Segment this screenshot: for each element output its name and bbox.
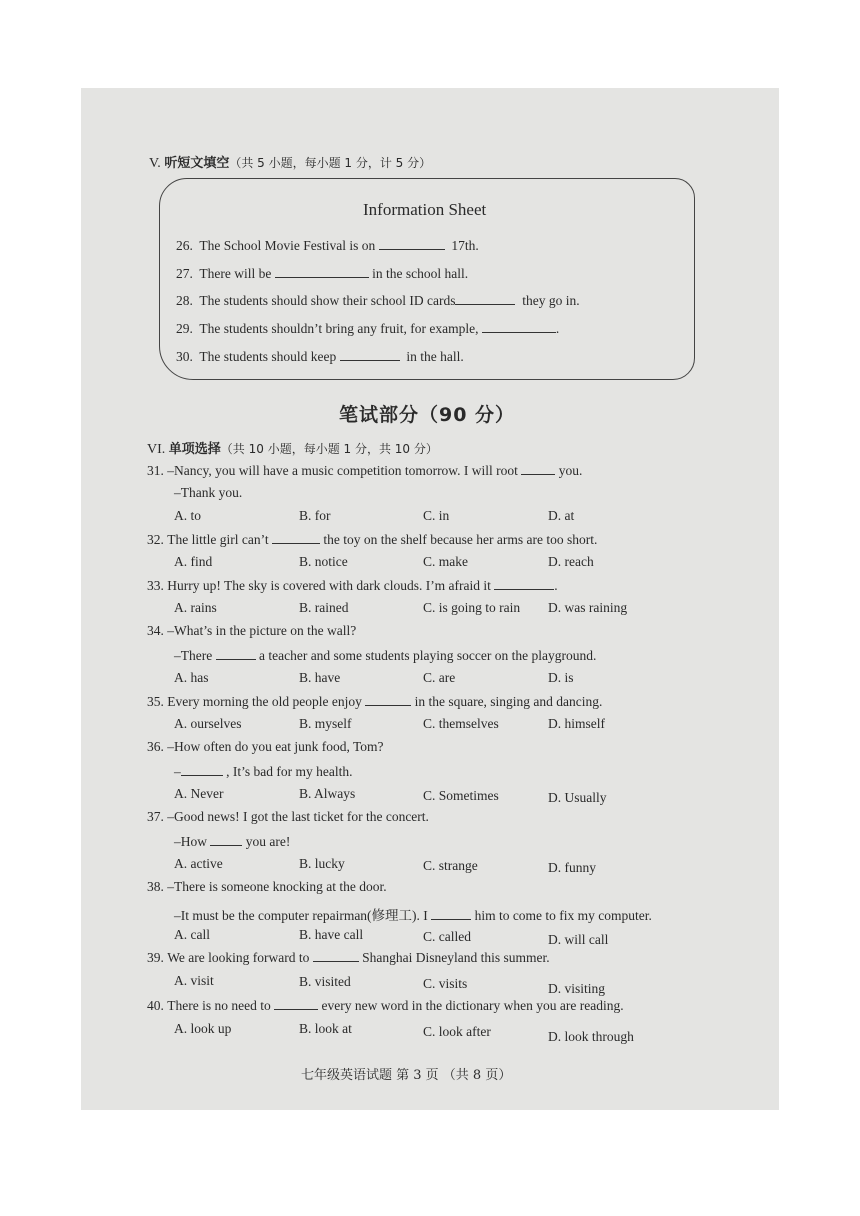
question-38-reply: –It must be the computer repairman(修理工). I him to come to fix my computer.	[174, 908, 652, 923]
option-a[interactable]: A. to	[174, 508, 201, 523]
option-d[interactable]: D. at	[548, 508, 575, 523]
option-a[interactable]: A. ourselves	[174, 716, 242, 731]
option-d[interactable]: D. reach	[548, 554, 594, 569]
answer-blank[interactable]	[272, 531, 320, 544]
option-b[interactable]: B. notice	[299, 554, 348, 569]
option-b[interactable]: B. rained	[299, 600, 349, 615]
question-36: 36. –How often do you eat junk food, Tom?	[147, 739, 384, 754]
option-d[interactable]: D. will call	[548, 932, 609, 947]
section-6-number: VI.	[147, 442, 166, 457]
section-6-header	[147, 438, 438, 458]
answer-blank[interactable]	[521, 462, 555, 475]
option-a[interactable]: A. has	[174, 670, 209, 685]
option-d[interactable]: D. look through	[548, 1029, 634, 1044]
option-c[interactable]: C. strange	[423, 858, 478, 873]
option-c[interactable]: C. look after	[423, 1024, 491, 1039]
info-item-29: 29. The students shouldn’t bring any fruit, for example, .	[176, 321, 560, 336]
info-item-30: 30. The students should keep in the hall.	[176, 349, 464, 364]
option-b[interactable]: B. visited	[299, 974, 351, 989]
section-5-number: V.	[149, 156, 161, 171]
question-31: 31. –Nancy, you will have a music competition tomorrow. I will root you.	[147, 463, 583, 478]
question-32: 32. The little girl can’t the toy on the shelf because her arms are too short.	[147, 532, 598, 547]
answer-blank[interactable]	[365, 693, 411, 706]
option-c[interactable]: C. Sometimes	[423, 788, 499, 803]
answer-blank[interactable]	[181, 763, 223, 776]
option-b[interactable]: B. lucky	[299, 856, 345, 871]
option-b[interactable]: B. myself	[299, 716, 352, 731]
section-5-title: 听短文填空	[164, 156, 230, 171]
option-c[interactable]: C. in	[423, 508, 450, 523]
option-b[interactable]: B. have call	[299, 927, 364, 942]
option-c[interactable]: C. is going to rain	[423, 600, 521, 615]
question-34-reply: –There a teacher and some students playing soccer on the playground.	[174, 648, 597, 663]
option-a[interactable]: A. find	[174, 554, 213, 569]
option-a[interactable]: A. rains	[174, 600, 217, 615]
option-b[interactable]: B. look at	[299, 1021, 352, 1036]
answer-blank[interactable]	[313, 949, 359, 962]
info-item-28: 28. The students should show their school ID cards they go in.	[176, 293, 580, 308]
question-40: 40. There is no need to every new word in the dictionary when you are reading.	[147, 998, 624, 1013]
option-a[interactable]: A. active	[174, 856, 223, 871]
option-b[interactable]: B. Always	[299, 786, 356, 801]
section-6-note: （共 10 小题，每小题 1 分，共 10 分）	[220, 442, 438, 456]
option-a[interactable]: A. call	[174, 927, 210, 942]
option-c[interactable]: C. called	[423, 929, 471, 944]
answer-blank[interactable]	[340, 348, 400, 361]
answer-blank[interactable]	[431, 907, 471, 920]
answer-blank[interactable]	[210, 833, 242, 846]
question-38: 38. –There is someone knocking at the door.	[147, 879, 387, 894]
exam-page	[81, 88, 779, 1110]
question-35: 35. Every morning the old people enjoy in the square, singing and dancing.	[147, 694, 603, 709]
question-37-reply: –How you are!	[174, 834, 291, 849]
answer-blank[interactable]	[482, 320, 556, 333]
section-5-note: （共 5 小题，每小题 1 分，计 5 分）	[229, 156, 432, 170]
option-a[interactable]: A. look up	[174, 1021, 232, 1036]
information-sheet-title: Information Sheet	[363, 200, 487, 219]
answer-blank[interactable]	[379, 237, 445, 250]
question-36-reply: – , It’s bad for my health.	[174, 764, 353, 779]
page-footer: 七年级英语试题 第 3 页 （共 8 页）	[301, 1068, 512, 1083]
question-37: 37. –Good news! I got the last ticket for the concert.	[147, 809, 429, 824]
option-c[interactable]: C. themselves	[423, 716, 499, 731]
option-d[interactable]: D. himself	[548, 716, 605, 731]
option-b[interactable]: B. for	[299, 508, 331, 523]
option-d[interactable]: D. funny	[548, 860, 596, 875]
answer-blank[interactable]	[275, 265, 369, 278]
option-b[interactable]: B. have	[299, 670, 341, 685]
question-33: 33. Hurry up! The sky is covered with dark clouds. I’m afraid it .	[147, 578, 558, 593]
option-d[interactable]: D. visiting	[548, 981, 606, 996]
answer-blank[interactable]	[494, 577, 554, 590]
option-c[interactable]: C. visits	[423, 976, 468, 991]
info-item-27: 27. There will be in the school hall.	[176, 266, 469, 281]
info-item-26: 26. The School Movie Festival is on 17th.	[176, 238, 479, 253]
option-d[interactable]: D. is	[548, 670, 574, 685]
option-a[interactable]: A. visit	[174, 973, 214, 988]
question-39: 39. We are looking forward to Shanghai Disneyland this summer.	[147, 950, 550, 965]
question-31-reply: –Thank you.	[174, 485, 243, 500]
question-34: 34. –What’s in the picture on the wall?	[147, 623, 357, 638]
section-6-title: 单项选择	[168, 442, 221, 457]
written-part-title: 笔试部分（90 分）	[339, 404, 516, 426]
option-c[interactable]: C. make	[423, 554, 468, 569]
section-5-header	[149, 152, 431, 172]
option-d[interactable]: D. was raining	[548, 600, 628, 615]
option-c[interactable]: C. are	[423, 670, 456, 685]
option-d[interactable]: D. Usually	[548, 790, 607, 805]
answer-blank[interactable]	[455, 292, 515, 305]
option-a[interactable]: A. Never	[174, 786, 224, 801]
answer-blank[interactable]	[216, 647, 256, 660]
answer-blank[interactable]	[274, 997, 318, 1010]
